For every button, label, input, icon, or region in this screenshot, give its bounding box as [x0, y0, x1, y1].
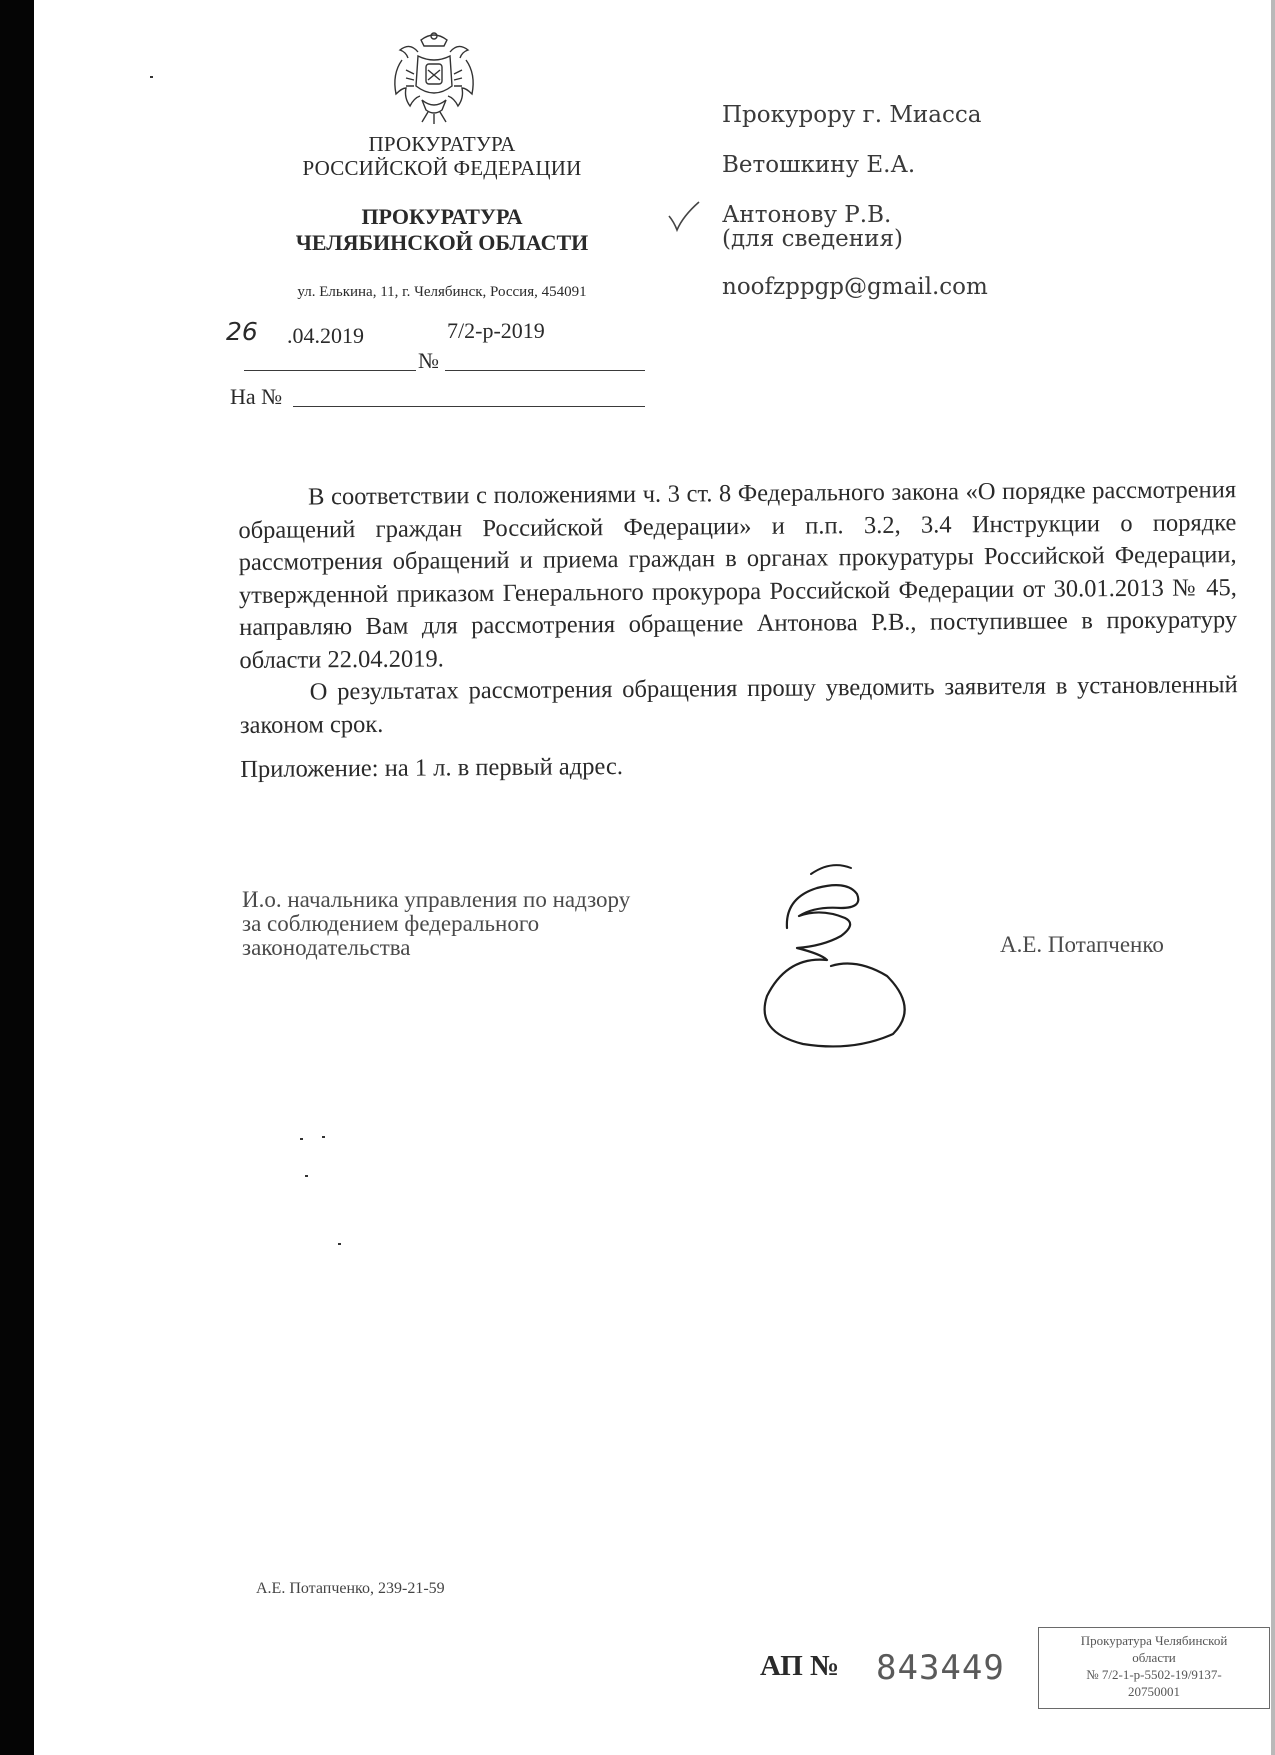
signer-title — [242, 888, 630, 960]
scan-black-edge — [0, 0, 34, 1755]
scan-speck — [305, 1175, 308, 1177]
recipient-line3: Антонову Р.В. — [722, 202, 892, 228]
letterhead — [262, 132, 622, 301]
scan-right-edge — [1271, 0, 1275, 1755]
attachment-note: Приложение: на 1 л. в первый адрес. — [240, 752, 624, 783]
scan-speck — [150, 76, 153, 78]
signer-title-line3: законодательства — [242, 935, 411, 960]
stamp-line1: Прокуратура Челябинской — [1080, 1633, 1228, 1648]
scan-speck — [300, 1138, 303, 1140]
org-address: ул. Елькина, 11, г. Челябинск, Россия, 454091 — [297, 284, 587, 300]
stamp-line4: 20750001 — [1128, 1684, 1180, 1699]
date-underline — [244, 370, 416, 371]
outgoing-number: 7/2-р-2019 — [447, 318, 545, 343]
org-name-line1: ПРОКУРАТУРА — [368, 132, 516, 156]
executor-contact: А.Е. Потапченко, 239-21-59 — [256, 1580, 445, 1597]
body-paragraph-2: О результатах рассмотрения обращения прошу уведомить заявителя в установленный законом срок. — [239, 671, 1238, 739]
recipient-line2: Ветошкину Е.А. — [722, 152, 916, 178]
recipient-line4: (для сведения) — [722, 226, 903, 252]
checkmark-icon — [666, 200, 702, 234]
date-month-year: .04.2019 — [287, 323, 364, 348]
signer-name: А.Е. Потапченко — [1000, 932, 1164, 957]
handwritten-signature — [725, 858, 915, 1056]
registration-stamp — [1038, 1627, 1270, 1709]
body-paragraph-1: В соответствии с положениями ч. 3 ст. 8 Федерального закона «О порядке рассмотрения обращений граждан Российской Федерации» и п.п. 3.2, 3.4 Инструкции о порядке рассмотрения обращений и приема граждан в органах прокуратуры Российской Федерации, утвержденной приказом Генерального прокурора Российской Федерации от 30.01.2013 № 45, направляю Вам для рассмотрения обращение Антонова Р.В., поступившее в прокуратуру области 22.04.2019. — [238, 476, 1238, 674]
sub-org-name-line1: ПРОКУРАТУРА — [361, 204, 523, 229]
org-name-line2: РОССИЙСКОЙ ФЕДЕРАЦИИ — [302, 156, 582, 180]
signer-title-line1: И.о. начальника управления по надзору — [242, 887, 631, 912]
scan-speck — [322, 1136, 325, 1138]
reply-to-label: На № — [230, 384, 283, 409]
scan-speck — [338, 1243, 341, 1245]
reply-to-underline — [293, 406, 645, 407]
stamp-line3: № 7/2-1-р-5502-19/9137- — [1086, 1667, 1222, 1682]
number-label: № — [418, 348, 439, 373]
sub-org-name-line2: ЧЕЛЯБИНСКОЙ ОБЛАСТИ — [295, 230, 589, 255]
date-day-handwritten: 26 — [226, 317, 258, 346]
recipient-email: noofzppgp@gmail.com — [722, 274, 988, 300]
stamp-line2: области — [1132, 1650, 1176, 1665]
recipient-line1: Прокурору г. Миасса — [722, 102, 982, 128]
letter-body — [238, 474, 1238, 786]
number-underline — [445, 370, 645, 371]
coat-of-arms-icon — [388, 30, 480, 126]
ap-serial-number: 843449 — [876, 1648, 1005, 1688]
signer-title-line2: за соблюдением федерального — [242, 911, 540, 936]
ap-label: АП № — [760, 1650, 840, 1682]
